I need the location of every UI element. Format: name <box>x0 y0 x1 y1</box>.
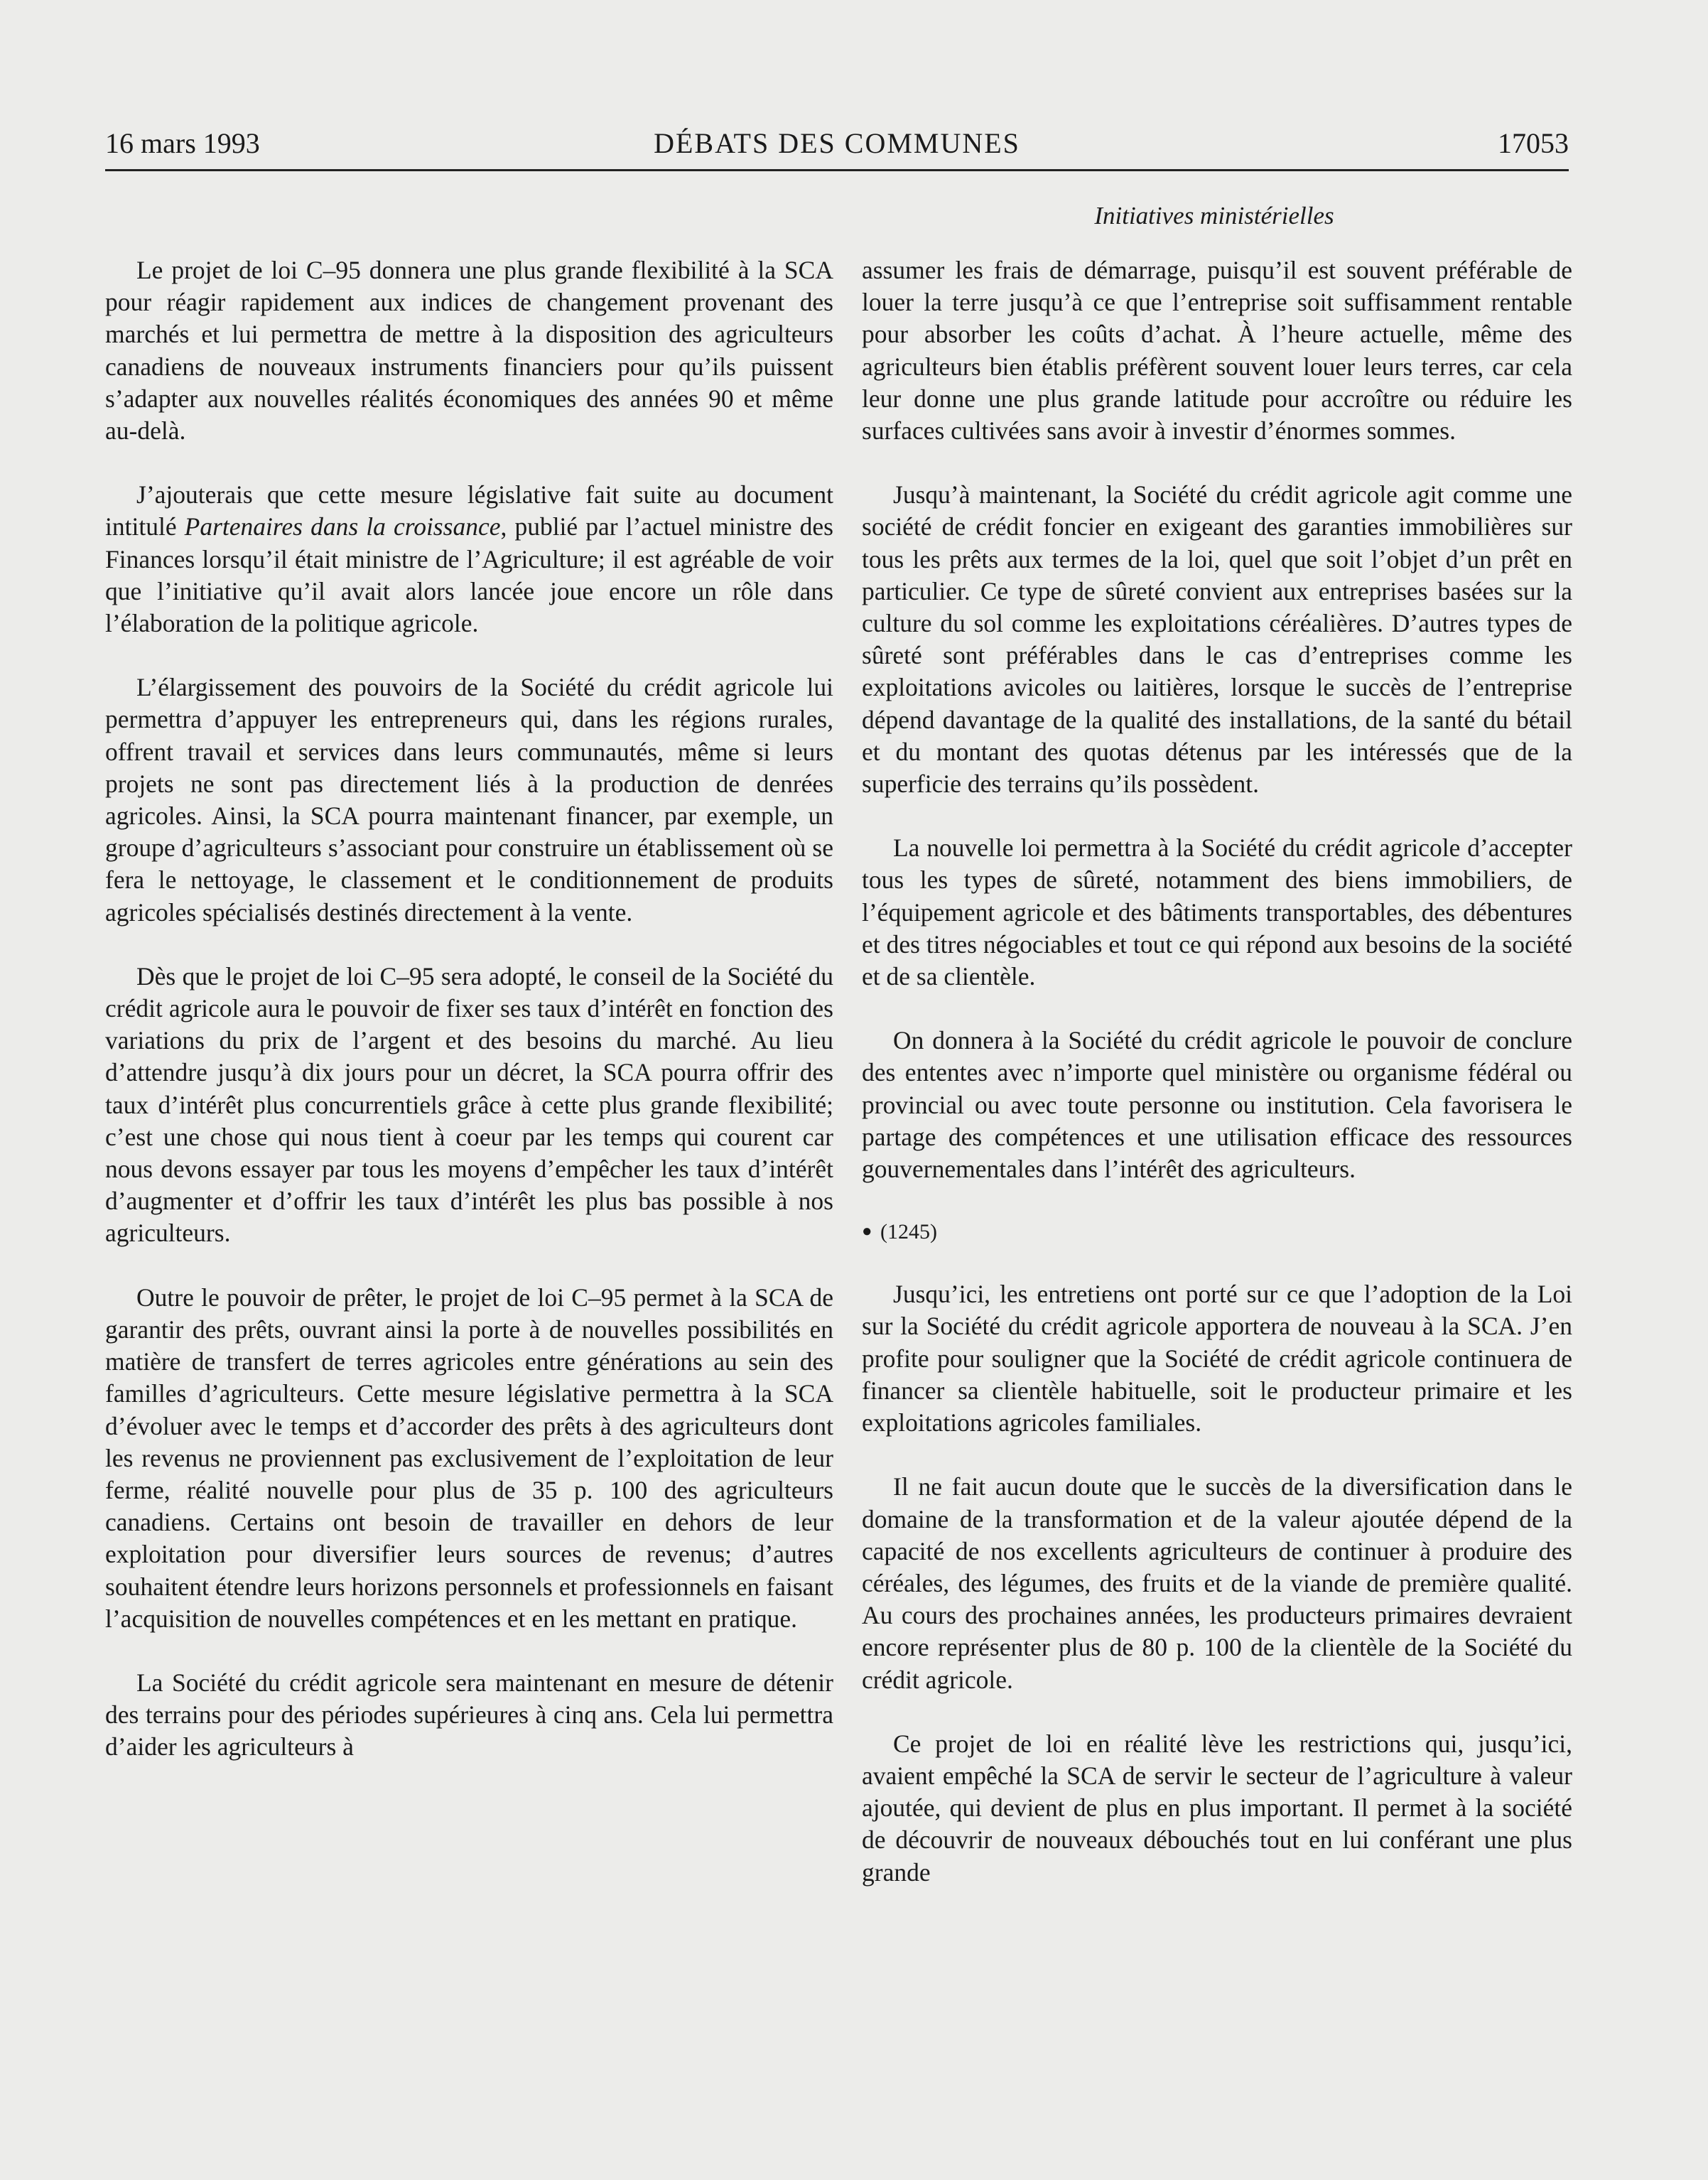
page-header <box>105 126 1569 169</box>
paragraph: Jusqu’ici, les entretiens ont porté sur ce que l’adoption de la Loi sur la Société du crédit agricole apportera de nouveau à la SCA. J’en profite pour souligner que la Société de crédit agricole continuera de financer sa clientèle habituelle, soit le producteur primaire et les exploitations agricoles familiales. <box>862 1280 1572 1437</box>
paragraph: Jusqu’à maintenant, la Société du crédit agricole agit comme une société de crédit foncier en exigeant des garanties immobilières sur tous les prêts aux termes de la loi, quel que soit l’objet d’un prêt en particulier. Ce type de sûreté convient aux entreprises basées sur la culture du sol comme les exploitations céréalières. D’autres types de sûreté sont préférables dans le cas d’entreprises comme les exploitations avicoles ou laitières, lorsque le succès de l’entreprise dépend davantage de la qualité des installations, de la santé du bétail et du montant des quotas détenus par les intéressés que de la superficie des terrains qu’ils possèdent. <box>862 480 1572 799</box>
paragraph: assumer les frais de démarrage, puisqu’il est souvent préférable de louer la terre jusqu’à ce que l’entreprise soit suffisamment rentable pour absorber les coûts d’achat. À l’heure actuelle, même des agriculteurs bien établis préfèrent souvent louer leurs terres, car cela leur donne une plus grande latitude pour accroître ou réduire les surfaces cultivées sans avoir à investir d’énormes sommes. <box>862 256 1572 446</box>
paragraph-text: J’ajouterais que cette mesure législative fait suite au document intitulé <box>105 480 833 541</box>
paragraph: Le projet de loi C–95 donnera une plus grande flexibilité à la SCA pour réagir rapidement aux indices de changement provenant des marchés et lui permettra de mettre à la disposition des agriculteurs canadiens de nouveaux instruments financiers pour qu’ils puissent s’adapter aux nouvelles réalités économiques des années 90 et même au-delà. <box>105 256 833 446</box>
left-column <box>105 254 833 1796</box>
header-rule <box>105 169 1569 171</box>
section-label: Initiatives ministérielles <box>1094 202 1334 230</box>
time-marker <box>862 1217 1572 1246</box>
page-number: 17053 <box>1498 127 1569 159</box>
time-marker-text: (1245) <box>880 1220 937 1244</box>
bullet-icon: ● <box>862 1222 872 1241</box>
paragraph-text: , publié par l’actuel ministre des Finances lorsqu’il était ministre de l’Agriculture; il est agréable de voir que l’initiative qu’il avait alors lancée joue encore un rôle dans l’élaboration de la politique agricole. <box>105 512 833 638</box>
paragraph: L’élargissement des pouvoirs de la Société du crédit agricole lui permettra d’appuyer les entrepreneurs qui, dans les régions rurales, offrent travail et services dans leurs communautés, même si leurs projets ne sont pas directement liés à la production de denrées agricoles. Ainsi, la SCA pourra maintenant financer, par exemple, un groupe d’agriculteurs s’associant pour construire un établissement où se fera le nettoyage, le classement et le conditionnement de produits agricoles spécialisés destinés directement à la vente. <box>105 673 833 927</box>
document-title: Partenaires dans la croissance <box>184 512 501 541</box>
paragraph: Dès que le projet de loi C–95 sera adopté, le conseil de la Société du crédit agricole aura le pouvoir de fixer ses taux d’intérêt en fonction des variations du prix de l’argent et des besoins du marché. Au lieu d’attendre jusqu’à dix jours pour un décret, la SCA pourra offrir des taux d’intérêt plus concurrentiels grâce à cette plus grande flexibilité; c’est une chose qui nous tient à coeur par les temps qui courent car nous devons essayer par tous les moyens d’empêcher les taux d’intérêt d’augmenter et d’offrir les taux d’intérêt les plus bas possible à nos agriculteurs. <box>105 961 833 1248</box>
paragraph: Ce projet de loi en réalité lève les restrictions qui, jusqu’ici, avaient empêché la SCA de servir le secteur de l’agriculture à valeur ajoutée, qui devient de plus en plus important. Il permet à la société de découvrir de nouveaux débouchés tout en lui conférant une plus grande <box>862 1729 1572 1887</box>
right-column <box>862 254 1572 1921</box>
header-title: DÉBATS DES COMMUNES <box>654 127 1020 159</box>
paragraph: On donnera à la Société du crédit agricole le pouvoir de conclure des ententes avec n’importe quel ministère ou organisme fédéral ou provincial ou avec toute personne ou institution. Cela favorisera le partage des compétences et une utilisation efficace des ressources gouvernementales dans l’intérêt des agriculteurs. <box>862 1026 1572 1184</box>
paragraph <box>105 479 833 640</box>
paragraph: Outre le pouvoir de prêter, le projet de loi C–95 permet à la SCA de garantir des prêts, ouvrant ainsi la porte à de nouvelles possibilités en matière de transfert de terres agricoles entre générations au sein des familles d’agriculteurs. Cette mesure législative permettra à la SCA d’évoluer avec le temps et d’accorder des prêts à des agriculteurs dont les revenus ne proviennent pas exclusivement de l’exploitation de leur ferme, réalité nouvelle pour plus de 35 p. 100 des agriculteurs canadiens. Certains ont besoin de travailler en dehors de leur exploitation pour diversifier leurs sources de revenus; d’autres souhaitent étendre leurs horizons personnels et professionnels en faisant l’acquisition de nouvelles compétences et en les mettant en pratique. <box>105 1283 833 1633</box>
paragraph: La Société du crédit agricole sera maintenant en mesure de détenir des terrains pour des périodes supérieures à cinq ans. Cela lui permettra d’aider les agriculteurs à <box>105 1668 833 1761</box>
paragraph: Il ne fait aucun doute que le succès de la diversification dans le domaine de la transformation et de la valeur ajoutée dépend de la capacité de nos excellents agriculteurs de continuer à produire des céréales, des légumes, des fruits et de la viande de première qualité. Au cours des prochaines années, les producteurs primaires devraient encore représenter plus de 80 p. 100 de la clientèle de la Société du crédit agricole. <box>862 1472 1572 1694</box>
header-date: 16 mars 1993 <box>105 127 260 159</box>
paragraph: La nouvelle loi permettra à la Société du crédit agricole d’accepter tous les types de sûreté, notamment des biens immobiliers, de l’équipement agricole et des bâtiments transportables, des débentures et des titres négociables et tout ce qui répond aux besoins de la société et de sa clientèle. <box>862 833 1572 991</box>
